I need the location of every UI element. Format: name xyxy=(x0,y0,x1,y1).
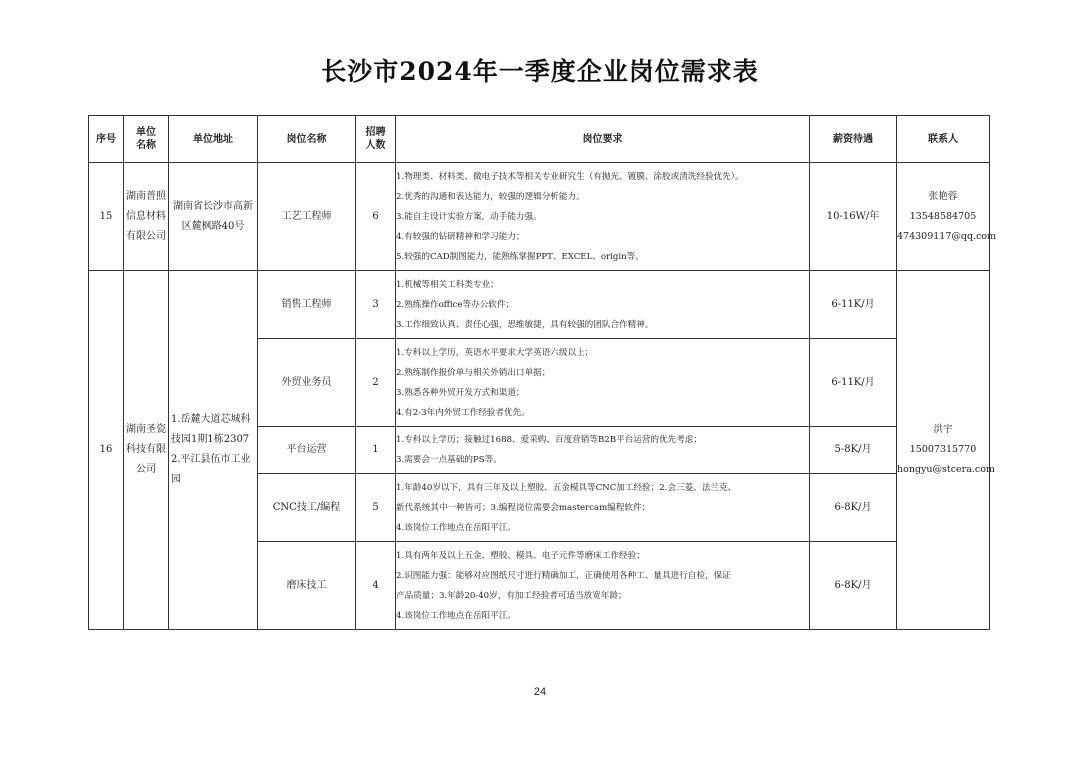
job-requirements xyxy=(396,427,810,474)
table-row xyxy=(89,271,990,339)
job-position: 磨床技工 xyxy=(258,542,356,630)
header-no: 序号 xyxy=(89,116,124,163)
header-count xyxy=(356,116,396,163)
requirement-line: 1.机械等相关工科类专业； xyxy=(396,279,499,290)
job-position: 外贸业务员 xyxy=(258,339,356,427)
job-requirements xyxy=(396,474,810,542)
requirement-line: 新代系统其中一种皆可；3.编程岗位需要会mastercam编程软件； xyxy=(396,502,651,513)
contact-info xyxy=(897,271,995,630)
header-contact: 联系人 xyxy=(897,116,990,163)
company-name xyxy=(124,271,169,630)
page-title: 长沙市2024年一季度企业岗位需求表 xyxy=(321,57,759,86)
job-count: 4 xyxy=(356,542,396,630)
requirement-line: 4.有2-3年内外贸工作经验者优先。 xyxy=(396,407,530,418)
requirement-line: 1.物理类、材料类、微电子技术等相关专业研究生（有抛光、镀膜、涂胶或清洗经验优先）。 xyxy=(396,171,744,182)
company-name-text: 湖南普照信息材料有限公司 xyxy=(126,190,166,242)
header-count-text: 招聘人数 xyxy=(365,127,386,151)
header-requirements: 岗位要求 xyxy=(396,116,810,163)
job-salary: 6-11K/月 xyxy=(810,271,897,339)
table-row xyxy=(89,163,990,271)
requirement-line: 2.优秀的沟通和表达能力，较强的逻辑分析能力。 xyxy=(396,191,585,202)
requirement-line: 1.年龄40岁以下，具有三年及以上塑胶、五金模具等CNC加工经验；2.会三菱、法兰克、 xyxy=(396,482,737,493)
requirement-line: 产品质量；3.年龄20-40岁，有加工经验者可适当放宽年龄； xyxy=(396,590,627,601)
requirement-line: 3.需要会一点基础的PS等。 xyxy=(396,455,502,465)
job-count: 2 xyxy=(356,339,396,427)
requirement-line: 4.该岗位工作地点在岳阳平江。 xyxy=(396,610,516,621)
company-name xyxy=(124,163,169,271)
table-header-row xyxy=(89,116,990,163)
requirement-line: 1.具有两年及以上五金、塑胶、模具、电子元件等磨床工作经验； xyxy=(396,550,645,561)
job-count: 5 xyxy=(356,474,396,542)
contact-phone: 13548584705 xyxy=(909,210,977,222)
contact-info xyxy=(897,163,997,271)
header-position: 岗位名称 xyxy=(258,116,356,163)
job-requirements xyxy=(396,163,810,271)
contact-name: 张艳蓉 xyxy=(928,190,958,202)
job-salary: 5-8K/月 xyxy=(810,427,897,474)
job-position: CNC技工/编程 xyxy=(258,474,356,542)
company-address-text: 1.岳麓大道芯城科技园1期1栋2307 2.平江县伍市工业园 xyxy=(171,414,251,485)
job-count: 3 xyxy=(356,271,396,339)
job-salary: 10-16W/年 xyxy=(810,163,897,271)
requirement-line: 2.熟练操作office等办公软件； xyxy=(396,299,515,310)
contact-phone: 15007315770 xyxy=(909,444,977,455)
header-company xyxy=(124,116,169,163)
job-count: 1 xyxy=(356,427,396,474)
requirement-line: 3.能自主设计实验方案，动手能力强。 xyxy=(396,211,542,222)
requirement-line: 1.专科以上学历，英语水平要求大学英语六级以上； xyxy=(396,347,594,358)
header-salary: 薪资待遇 xyxy=(810,116,897,163)
requirement-line: 5.较强的CAD制图能力，能熟练掌握PPT、EXCEL、origin等。 xyxy=(396,251,644,262)
job-salary: 6-8K/月 xyxy=(810,474,897,542)
job-requirements xyxy=(396,542,810,630)
job-salary: 6-11K/月 xyxy=(810,339,897,427)
requirement-line: 1.专科以上学历；接触过1688、爱采购、百度营销等B2B平台运营的优先考虑； xyxy=(396,435,702,445)
requirement-line: 4.有较强的钻研精神和学习能力； xyxy=(396,231,525,242)
contact-email: 474309117@qq.com xyxy=(897,230,997,242)
company-no: 15 xyxy=(89,163,124,271)
job-position: 工艺工程师 xyxy=(258,163,356,271)
job-salary: 6-8K/月 xyxy=(810,542,897,630)
job-requirements xyxy=(396,271,810,339)
contact-name: 洪宇 xyxy=(933,424,953,435)
company-name-text: 湖南圣瓷科技有限公司 xyxy=(126,424,166,475)
job-requirements xyxy=(396,339,810,427)
requirement-line: 2.识图能力强：能够对应图纸尺寸进行精确加工，正确使用各种工、量具进行自检，保证 xyxy=(396,570,731,581)
company-address xyxy=(169,163,258,271)
job-count: 6 xyxy=(356,163,396,271)
job-position: 平台运营 xyxy=(258,427,356,474)
company-no: 16 xyxy=(89,271,124,630)
requirement-line: 3.熟悉各种外贸开发方式和渠道； xyxy=(396,387,525,398)
requirement-line: 4.该岗位工作地点在岳阳平江。 xyxy=(396,522,516,533)
header-address: 单位地址 xyxy=(169,116,258,163)
contact-email: hongyu@stcera.com xyxy=(897,464,995,475)
job-demand-table xyxy=(88,115,997,630)
job-position: 销售工程师 xyxy=(258,271,356,339)
requirement-line: 2.熟练制作报价单与相关外销出口单据； xyxy=(396,367,551,378)
company-address xyxy=(169,271,258,630)
header-company-text: 单位名称 xyxy=(136,127,156,151)
company-address-text: 湖南省长沙市高新区麓枫路40号 xyxy=(173,200,253,232)
requirement-line: 3.工作细致认真、责任心强，思维敏捷，具有较强的团队合作精神。 xyxy=(396,319,654,330)
page-number: 24 xyxy=(533,686,547,698)
